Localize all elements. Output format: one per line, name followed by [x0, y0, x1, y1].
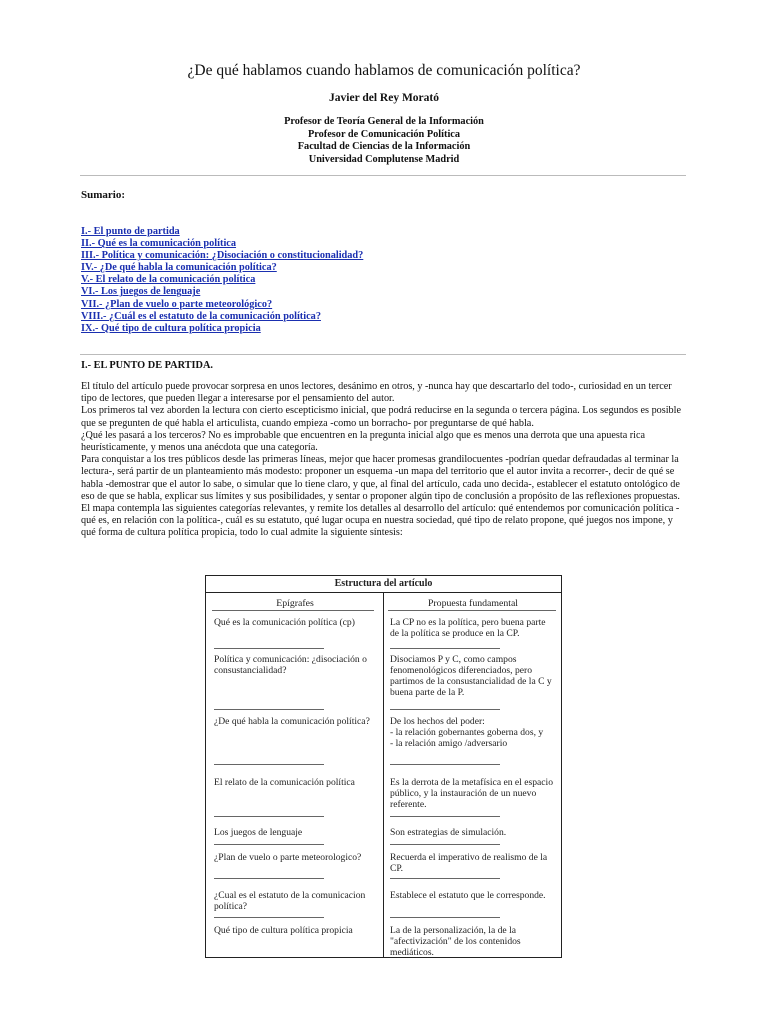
divider — [80, 354, 686, 355]
section-heading: I.- EL PUNTO DE PARTIDA. — [81, 360, 213, 371]
row-rule — [390, 917, 500, 918]
toc-item — [81, 274, 363, 286]
table-caption: Estructura del artículo — [206, 576, 561, 593]
row-proposal: Son estrategias de simulación. — [390, 827, 507, 838]
row-epigraph: ¿Plan de vuelo o parte meteorologico? — [214, 852, 362, 863]
toc-item — [81, 238, 363, 250]
column-header-left: Epígrafes — [276, 598, 314, 609]
row-rule — [388, 610, 556, 611]
row-rule — [390, 764, 500, 765]
row-epigraph: El relato de la comunicación política — [214, 777, 355, 788]
row-rule — [214, 816, 324, 817]
toc-link[interactable]: VI.- Los juegos de lenguaje — [81, 286, 201, 298]
row-proposal: Es la derrota de la metafísica en el espacio público, y la instauración de un nuevo referente. — [390, 777, 554, 810]
row-proposal: Recuerda el imperativo de realismo de la CP. — [390, 852, 548, 874]
toc-item — [81, 299, 363, 311]
toc-item — [81, 286, 363, 298]
affiliation-line: Universidad Complutense Madrid — [308, 153, 460, 165]
toc-link[interactable]: I.- El punto de partida — [81, 226, 180, 237]
row-rule — [212, 610, 374, 611]
row-proposal: La CP no es la política, pero buena parte de la política se produce en la CP. — [390, 617, 546, 639]
divider — [80, 175, 686, 176]
article-structure-table — [205, 575, 562, 958]
column-header-right: Propuesta fundamental — [427, 598, 519, 609]
section-body — [81, 381, 689, 540]
toc-link[interactable]: II.- Qué es la comunicación política — [81, 238, 237, 250]
toc-link[interactable]: V.- El relato de la comunicación política — [81, 274, 256, 286]
table-of-contents — [81, 226, 363, 335]
author-name: Javier del Rey Morató — [329, 92, 439, 104]
toc-item — [81, 250, 363, 262]
paragraph: El título del artículo puede provocar sorpresa en unos lectores, desánimo en otros, y -nunca hay que descartarlo del todo-, curiosidad en un tercer tipo de lectores, que pueden llegar a interesarse por el pensamiento del autor. — [81, 381, 672, 405]
summary-heading: Sumario: — [81, 189, 125, 201]
row-epigraph: ¿Cual es el estatuto de la comunicacion política? — [214, 890, 366, 912]
row-proposal: Disociamos P y C, como campos fenomenológicos diferenciados, pero partimos de la consustancialidad de la C y buena parte de la P. — [390, 654, 552, 698]
affiliation-line: Profesor de Comunicación Política — [307, 128, 461, 140]
row-rule — [214, 709, 324, 710]
affiliation-line: Profesor de Teoría General de la Información — [284, 116, 484, 127]
author-affiliation — [0, 116, 768, 166]
paragraph: El mapa contempla las siguientes categorías relevantes, y remite los detalles al desarrollo del artículo: qué entendemos por comunicación política -qué es, en relación con la política-, cuál es su estatuto, qué lugar ocupa en nuestra sociedad, qué tipo de relato propone, qué juegos nos impone, y qué forma de cultura política propicia, todo lo cual admite la siguiente síntesis: — [81, 503, 680, 539]
toc-item — [81, 323, 363, 335]
row-epigraph: Los juegos de lenguaje — [214, 827, 303, 838]
row-proposal: De los hechos del poder: - la relación gobernantes goberna dos, y - la relación amigo /adversario — [390, 716, 544, 749]
toc-item — [81, 226, 363, 238]
row-rule — [390, 709, 500, 710]
paragraph: ¿Qué les pasará a los terceros? No es improbable que encuentren en la pregunta inicial algo que es menos una derrota que una apuesta rica heurísticamente, y menos una anécdota que una categoría. — [81, 429, 646, 454]
paragraph: Para conquistar a los tres públicos desde las primeras líneas, mejor que hacer promesas grandilocuentes -podrían quedar defraudadas al terminar la lectura-, será partir de un planteamiento más modesto: proponer un esquema -un mapa del territorio que el autor invita a recorrer-, decir de qué se habla -demostrar que el autor lo sabe, o simular que lo tiene claro, y que, al final del artículo, cada uno decida-, establecer el estatuto ontológico de eso de que se habla, explicar sus límites y sus posibilidades, y sentar o proponer algún tipo de conclusión a propósito de las reflexiones propuestas. — [81, 454, 680, 502]
row-rule — [390, 878, 500, 879]
affiliation-line: Facultad de Ciencias de la Información — [297, 141, 471, 153]
toc-link[interactable]: VIII.- ¿Cuál es el estatuto de la comunicación política? — [81, 310, 321, 322]
row-rule — [214, 844, 324, 845]
row-rule — [390, 844, 500, 845]
row-epigraph: Qué es la comunicación política (cp) — [214, 617, 355, 628]
row-rule — [214, 764, 324, 765]
row-rule — [214, 878, 324, 879]
toc-link[interactable]: IV.- ¿De qué habla la comunicación política? — [81, 262, 277, 274]
column-divider — [383, 592, 384, 957]
row-epigraph: Política y comunicación: ¿disociación o consustancialidad? — [214, 654, 367, 676]
row-epigraph: Qué tipo de cultura política propicia — [214, 925, 353, 936]
document-title: ¿De qué hablamos cuando hablamos de comunicación política? — [187, 62, 581, 79]
toc-link[interactable]: IX.- Qué tipo de cultura política propicia — [81, 322, 261, 334]
row-rule — [214, 648, 324, 649]
toc-item — [81, 311, 363, 323]
toc-link[interactable]: III.- Política y comunicación: ¿Disociación o constitucionalidad? — [81, 250, 364, 262]
row-epigraph: ¿De qué habla la comunicación política? — [214, 716, 370, 727]
toc-item — [81, 262, 363, 274]
row-proposal: La de la personalización, la de la "afectivización" de los contenidos mediáticos. — [390, 925, 521, 958]
row-rule — [390, 648, 500, 649]
row-proposal: Establece el estatuto que le corresponde. — [390, 890, 546, 901]
paragraph: Los primeros tal vez aborden la lectura con cierto escepticismo inicial, que podrá reducirse en la segunda o tercera página. Los segundos es posible que se pregunten de qué habla el articulista, cuando empieza -como un borracho- por preguntarse de qué habla. — [81, 405, 681, 429]
row-rule — [214, 917, 324, 918]
toc-link[interactable]: VII.- ¿Plan de vuelo o parte meteorológico? — [81, 298, 273, 310]
row-rule — [390, 816, 500, 817]
